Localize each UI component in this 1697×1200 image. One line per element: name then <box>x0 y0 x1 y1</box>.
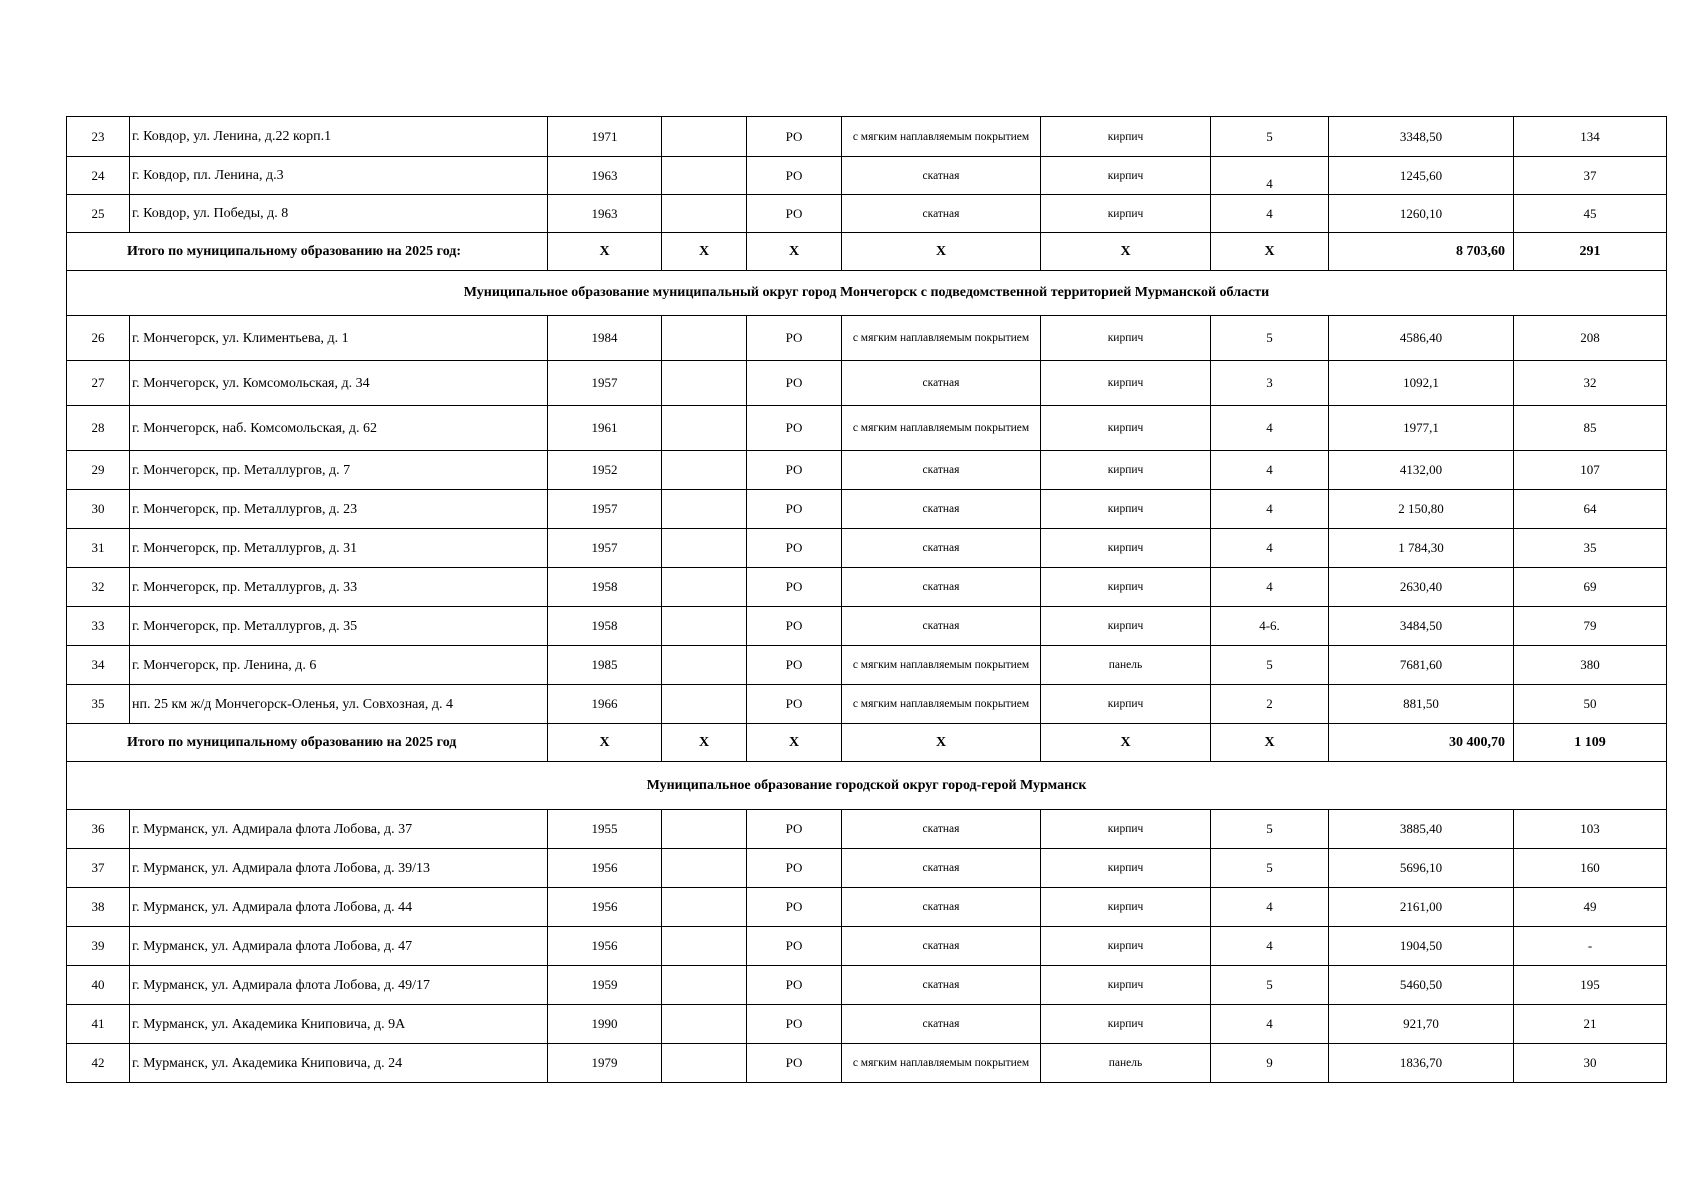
row-number-cell: 40 <box>67 966 130 1005</box>
roof-type-cell: с мягким наплавляемым покрытием <box>842 406 1041 451</box>
roof-type-cell: скатная <box>842 157 1041 195</box>
floors-value: 4 <box>1266 175 1273 191</box>
table-row <box>67 1044 1667 1083</box>
row-number-cell: 37 <box>67 849 130 888</box>
wall-material-cell: кирпич <box>1041 888 1211 927</box>
empty-cell <box>662 1005 747 1044</box>
floors-cell <box>1211 406 1329 451</box>
floors-value: 5 <box>1266 821 1273 836</box>
wall-material-cell: кирпич <box>1041 157 1211 195</box>
table-row <box>67 195 1667 233</box>
empty-cell <box>662 361 747 406</box>
row-number-cell: 38 <box>67 888 130 927</box>
fund-cell: РО <box>747 685 842 724</box>
residents-cell: 160 <box>1514 849 1667 888</box>
empty-cell <box>662 607 747 646</box>
empty-cell <box>662 849 747 888</box>
address-cell: г. Мурманск, ул. Адмирала флота Лобова, д. 47 <box>130 927 548 966</box>
total-x-mark: X <box>1041 233 1211 271</box>
roof-type-cell: скатная <box>842 195 1041 233</box>
wall-material-cell: кирпич <box>1041 607 1211 646</box>
empty-cell <box>662 529 747 568</box>
year-cell: 1956 <box>548 849 662 888</box>
empty-cell <box>662 888 747 927</box>
roof-type-cell: скатная <box>842 1005 1041 1044</box>
residents-cell: 64 <box>1514 490 1667 529</box>
row-number-cell: 23 <box>67 117 130 157</box>
floors-cell <box>1211 646 1329 685</box>
table-row <box>67 490 1667 529</box>
roof-type-cell: скатная <box>842 607 1041 646</box>
residents-cell: 35 <box>1514 529 1667 568</box>
area-cell: 5696,10 <box>1329 849 1514 888</box>
row-number-cell: 26 <box>67 316 130 361</box>
section-header-row <box>67 762 1667 810</box>
residents-cell: 85 <box>1514 406 1667 451</box>
floors-cell <box>1211 195 1329 233</box>
area-cell: 1092,1 <box>1329 361 1514 406</box>
year-cell: 1963 <box>548 157 662 195</box>
total-residents: 1 109 <box>1514 724 1667 762</box>
floors-cell <box>1211 157 1329 195</box>
residents-cell: 79 <box>1514 607 1667 646</box>
wall-material-cell: кирпич <box>1041 966 1211 1005</box>
address-cell: г. Мурманск, ул. Адмирала флота Лобова, д. 49/17 <box>130 966 548 1005</box>
empty-cell <box>662 646 747 685</box>
row-number-cell: 32 <box>67 568 130 607</box>
address-cell: г. Мурманск, ул. Адмирала флота Лобова, д. 44 <box>130 888 548 927</box>
roof-type-cell: скатная <box>842 927 1041 966</box>
fund-cell: РО <box>747 849 842 888</box>
address-cell: г. Мончегорск, пр. Металлургов, д. 33 <box>130 568 548 607</box>
area-cell: 4586,40 <box>1329 316 1514 361</box>
address-cell: г. Ковдор, пл. Ленина, д.3 <box>130 157 548 195</box>
address-cell: г. Мончегорск, пр. Металлургов, д. 35 <box>130 607 548 646</box>
section-title: Муниципальное образование городской округ город-герой Мурманск <box>67 762 1667 810</box>
residents-cell: 195 <box>1514 966 1667 1005</box>
total-x-mark: X <box>662 233 747 271</box>
floors-cell <box>1211 849 1329 888</box>
residents-cell: 45 <box>1514 195 1667 233</box>
floors-value: 4-6. <box>1259 618 1280 633</box>
area-cell: 2 150,80 <box>1329 490 1514 529</box>
floors-cell <box>1211 490 1329 529</box>
empty-cell <box>662 966 747 1005</box>
roof-type-cell: с мягким наплавляемым покрытием <box>842 646 1041 685</box>
area-cell: 1245,60 <box>1329 157 1514 195</box>
fund-cell: РО <box>747 361 842 406</box>
table-row <box>67 117 1667 157</box>
floors-value: 9 <box>1266 1055 1273 1070</box>
area-cell: 5460,50 <box>1329 966 1514 1005</box>
floors-value: 4 <box>1266 1016 1273 1031</box>
fund-cell: РО <box>747 1044 842 1083</box>
address-cell: г. Мурманск, ул. Адмирала флота Лобова, д. 37 <box>130 810 548 849</box>
residents-cell: 30 <box>1514 1044 1667 1083</box>
table-row <box>67 888 1667 927</box>
roof-type-cell: скатная <box>842 888 1041 927</box>
row-number-cell: 31 <box>67 529 130 568</box>
residents-cell: 380 <box>1514 646 1667 685</box>
total-x-mark: X <box>747 233 842 271</box>
row-number-cell: 30 <box>67 490 130 529</box>
row-number-cell: 35 <box>67 685 130 724</box>
address-cell: г. Мончегорск, пр. Металлургов, д. 31 <box>130 529 548 568</box>
wall-material-cell: кирпич <box>1041 529 1211 568</box>
wall-material-cell: кирпич <box>1041 685 1211 724</box>
table-row <box>67 849 1667 888</box>
empty-cell <box>662 117 747 157</box>
area-cell: 3484,50 <box>1329 607 1514 646</box>
fund-cell: РО <box>747 195 842 233</box>
empty-cell <box>662 451 747 490</box>
table-row <box>67 316 1667 361</box>
area-cell: 3885,40 <box>1329 810 1514 849</box>
roof-type-cell: с мягким наплавляемым покрытием <box>842 117 1041 157</box>
empty-cell <box>662 195 747 233</box>
fund-cell: РО <box>747 406 842 451</box>
wall-material-cell: кирпич <box>1041 316 1211 361</box>
total-label: Итого по муниципальному образованию на 2025 год <box>67 724 548 762</box>
floors-cell <box>1211 685 1329 724</box>
area-cell: 2161,00 <box>1329 888 1514 927</box>
fund-cell: РО <box>747 927 842 966</box>
table-row <box>67 529 1667 568</box>
year-cell: 1957 <box>548 361 662 406</box>
year-cell: 1966 <box>548 685 662 724</box>
residents-cell: - <box>1514 927 1667 966</box>
address-cell: г. Мончегорск, наб. Комсомольская, д. 62 <box>130 406 548 451</box>
table-row <box>67 810 1667 849</box>
table-row <box>67 966 1667 1005</box>
year-cell: 1979 <box>548 1044 662 1083</box>
roof-type-cell: скатная <box>842 849 1041 888</box>
row-number-cell: 27 <box>67 361 130 406</box>
table-row <box>67 646 1667 685</box>
table-row <box>67 1005 1667 1044</box>
wall-material-cell: кирпич <box>1041 849 1211 888</box>
area-cell: 7681,60 <box>1329 646 1514 685</box>
floors-cell <box>1211 451 1329 490</box>
address-cell: г. Мончегорск, ул. Климентьева, д. 1 <box>130 316 548 361</box>
floors-value: 4 <box>1266 938 1273 953</box>
area-cell: 1836,70 <box>1329 1044 1514 1083</box>
year-cell: 1955 <box>548 810 662 849</box>
row-number-cell: 36 <box>67 810 130 849</box>
floors-value: 5 <box>1266 977 1273 992</box>
wall-material-cell: кирпич <box>1041 361 1211 406</box>
year-cell: 1990 <box>548 1005 662 1044</box>
roof-type-cell: скатная <box>842 490 1041 529</box>
total-x-mark: X <box>1041 724 1211 762</box>
residents-cell: 32 <box>1514 361 1667 406</box>
floors-cell <box>1211 927 1329 966</box>
total-area: 8 703,60 <box>1329 233 1514 271</box>
floors-cell <box>1211 529 1329 568</box>
wall-material-cell: панель <box>1041 646 1211 685</box>
year-cell: 1959 <box>548 966 662 1005</box>
fund-cell: РО <box>747 646 842 685</box>
floors-value: 4 <box>1266 579 1273 594</box>
fund-cell: РО <box>747 316 842 361</box>
year-cell: 1958 <box>548 568 662 607</box>
wall-material-cell: кирпич <box>1041 490 1211 529</box>
empty-cell <box>662 810 747 849</box>
roof-type-cell: скатная <box>842 361 1041 406</box>
area-cell: 1904,50 <box>1329 927 1514 966</box>
floors-value: 5 <box>1266 128 1273 144</box>
empty-cell <box>662 157 747 195</box>
total-x-mark: X <box>548 233 662 271</box>
residents-cell: 69 <box>1514 568 1667 607</box>
floors-value: 4 <box>1266 420 1273 435</box>
roof-type-cell: с мягким наплавляемым покрытием <box>842 1044 1041 1083</box>
floors-value: 4 <box>1266 501 1273 516</box>
table-row <box>67 361 1667 406</box>
year-cell: 1963 <box>548 195 662 233</box>
floors-cell <box>1211 810 1329 849</box>
roof-type-cell: скатная <box>842 529 1041 568</box>
total-row <box>67 724 1667 762</box>
roof-type-cell: скатная <box>842 451 1041 490</box>
roof-type-cell: скатная <box>842 810 1041 849</box>
year-cell: 1957 <box>548 490 662 529</box>
residents-cell: 103 <box>1514 810 1667 849</box>
year-cell: 1984 <box>548 316 662 361</box>
floors-value: 2 <box>1266 696 1273 711</box>
fund-cell: РО <box>747 529 842 568</box>
year-cell: 1956 <box>548 927 662 966</box>
residents-cell: 49 <box>1514 888 1667 927</box>
year-cell: 1985 <box>548 646 662 685</box>
wall-material-cell: кирпич <box>1041 195 1211 233</box>
total-x-mark: X <box>662 724 747 762</box>
year-cell: 1961 <box>548 406 662 451</box>
area-cell: 1260,10 <box>1329 195 1514 233</box>
floors-value: 4 <box>1266 462 1273 477</box>
table-row <box>67 406 1667 451</box>
floors-value: 3 <box>1266 375 1273 390</box>
empty-cell <box>662 927 747 966</box>
table-row <box>67 927 1667 966</box>
total-residents: 291 <box>1514 233 1667 271</box>
floors-cell <box>1211 1044 1329 1083</box>
address-cell: г. Мончегорск, пр. Металлургов, д. 7 <box>130 451 548 490</box>
wall-material-cell: кирпич <box>1041 117 1211 157</box>
floors-value: 4 <box>1266 205 1273 221</box>
area-cell: 2630,40 <box>1329 568 1514 607</box>
area-cell: 881,50 <box>1329 685 1514 724</box>
residents-cell: 21 <box>1514 1005 1667 1044</box>
address-cell: г. Мончегорск, пр. Ленина, д. 6 <box>130 646 548 685</box>
residents-cell: 50 <box>1514 685 1667 724</box>
wall-material-cell: кирпич <box>1041 927 1211 966</box>
section-header-row <box>67 271 1667 316</box>
address-cell: г. Мончегорск, ул. Комсомольская, д. 34 <box>130 361 548 406</box>
address-cell: г. Мурманск, ул. Адмирала флота Лобова, д. 39/13 <box>130 849 548 888</box>
row-number-cell: 42 <box>67 1044 130 1083</box>
total-x-mark: X <box>1211 724 1329 762</box>
roof-type-cell: с мягким наплавляемым покрытием <box>842 685 1041 724</box>
year-cell: 1956 <box>548 888 662 927</box>
floors-cell <box>1211 117 1329 157</box>
floors-cell <box>1211 361 1329 406</box>
total-x-mark: X <box>747 724 842 762</box>
residents-cell: 37 <box>1514 157 1667 195</box>
row-number-cell: 24 <box>67 157 130 195</box>
total-x-mark: X <box>1211 233 1329 271</box>
wall-material-cell: кирпич <box>1041 568 1211 607</box>
residents-cell: 208 <box>1514 316 1667 361</box>
area-cell: 921,70 <box>1329 1005 1514 1044</box>
fund-cell: РО <box>747 451 842 490</box>
table-row <box>67 607 1667 646</box>
total-x-mark: X <box>842 233 1041 271</box>
floors-value: 4 <box>1266 540 1273 555</box>
address-cell: нп. 25 км ж/д Мончегорск-Оленья, ул. Совхозная, д. 4 <box>130 685 548 724</box>
address-cell: г. Мончегорск, пр. Металлургов, д. 23 <box>130 490 548 529</box>
area-cell: 4132,00 <box>1329 451 1514 490</box>
total-label: Итого по муниципальному образованию на 2025 год: <box>67 233 548 271</box>
roof-type-cell: скатная <box>842 966 1041 1005</box>
table-row <box>67 451 1667 490</box>
table-row <box>67 568 1667 607</box>
address-cell: г. Мурманск, ул. Академика Книповича, д. 24 <box>130 1044 548 1083</box>
table-row <box>67 157 1667 195</box>
wall-material-cell: кирпич <box>1041 451 1211 490</box>
fund-cell: РО <box>747 157 842 195</box>
row-number-cell: 25 <box>67 195 130 233</box>
wall-material-cell: кирпич <box>1041 1005 1211 1044</box>
row-number-cell: 39 <box>67 927 130 966</box>
year-cell: 1957 <box>548 529 662 568</box>
fund-cell: РО <box>747 117 842 157</box>
row-number-cell: 28 <box>67 406 130 451</box>
floors-cell <box>1211 316 1329 361</box>
fund-cell: РО <box>747 607 842 646</box>
fund-cell: РО <box>747 1005 842 1044</box>
fund-cell: РО <box>747 490 842 529</box>
wall-material-cell: панель <box>1041 1044 1211 1083</box>
total-area: 30 400,70 <box>1329 724 1514 762</box>
row-number-cell: 41 <box>67 1005 130 1044</box>
fund-cell: РО <box>747 888 842 927</box>
residents-cell: 107 <box>1514 451 1667 490</box>
floors-value: 5 <box>1266 860 1273 875</box>
section-title: Муниципальное образование муниципальный округ город Мончегорск с подведомственной территорией Мурманской области <box>67 271 1667 316</box>
housing-table <box>66 116 1667 1083</box>
empty-cell <box>662 316 747 361</box>
empty-cell <box>662 490 747 529</box>
floors-cell <box>1211 966 1329 1005</box>
row-number-cell: 34 <box>67 646 130 685</box>
residents-cell: 134 <box>1514 117 1667 157</box>
roof-type-cell: с мягким наплавляемым покрытием <box>842 316 1041 361</box>
floors-cell <box>1211 607 1329 646</box>
total-x-mark: X <box>548 724 662 762</box>
address-cell: г. Ковдор, ул. Ленина, д.22 корп.1 <box>130 117 548 157</box>
row-number-cell: 29 <box>67 451 130 490</box>
row-number-cell: 33 <box>67 607 130 646</box>
address-cell: г. Мурманск, ул. Академика Книповича, д. 9А <box>130 1005 548 1044</box>
empty-cell <box>662 685 747 724</box>
fund-cell: РО <box>747 966 842 1005</box>
area-cell: 1 784,30 <box>1329 529 1514 568</box>
year-cell: 1958 <box>548 607 662 646</box>
fund-cell: РО <box>747 568 842 607</box>
total-row <box>67 233 1667 271</box>
wall-material-cell: кирпич <box>1041 810 1211 849</box>
empty-cell <box>662 568 747 607</box>
wall-material-cell: кирпич <box>1041 406 1211 451</box>
area-cell: 3348,50 <box>1329 117 1514 157</box>
table-row <box>67 685 1667 724</box>
floors-value: 4 <box>1266 899 1273 914</box>
floors-cell <box>1211 1005 1329 1044</box>
empty-cell <box>662 1044 747 1083</box>
empty-cell <box>662 406 747 451</box>
total-x-mark: X <box>842 724 1041 762</box>
fund-cell: РО <box>747 810 842 849</box>
floors-value: 5 <box>1266 657 1273 672</box>
year-cell: 1952 <box>548 451 662 490</box>
floors-cell <box>1211 888 1329 927</box>
roof-type-cell: скатная <box>842 568 1041 607</box>
area-cell: 1977,1 <box>1329 406 1514 451</box>
floors-value: 5 <box>1266 330 1273 345</box>
address-cell: г. Ковдор, ул. Победы, д. 8 <box>130 195 548 233</box>
floors-cell <box>1211 568 1329 607</box>
year-cell: 1971 <box>548 117 662 157</box>
